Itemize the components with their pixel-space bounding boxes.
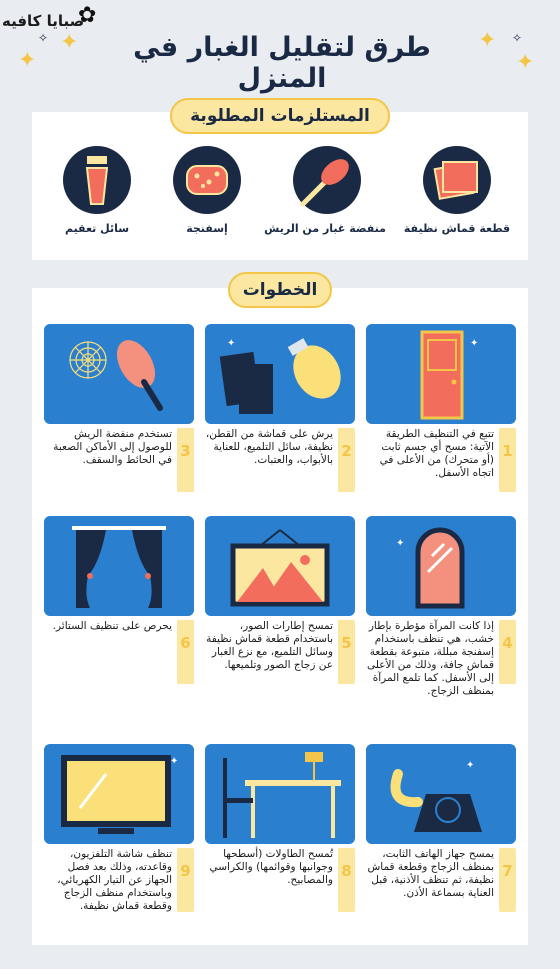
step-number-bar [499,620,516,684]
step-number-bar [499,848,516,912]
feather-duster-icon [293,146,361,214]
material-item [398,144,516,244]
mirror-icon [366,516,516,616]
table-chair-icon [205,744,355,844]
telephone-icon [366,744,516,844]
picture-frame-icon [205,516,355,616]
page-title: طرق لتقليل الغبار في المنزل [133,32,431,94]
step-number-bar [499,428,516,492]
svg-text:✦: ✦ [227,338,236,349]
svg-text:✦: ✦ [396,538,405,549]
materials-heading: المستلزمات المطلوبة [170,98,390,134]
step-card [366,324,516,496]
brand-logo [2,4,106,30]
sparkle-icon: ✦ [516,50,535,75]
material-item [38,144,156,244]
steps-heading: الخطوات [228,272,332,308]
spray-cloth-icon [205,324,355,424]
step-number: 4 [502,634,513,652]
step-number: 9 [180,862,191,880]
step-card [205,324,355,496]
material-label: منفضة غبار من الريش [264,222,386,235]
step-card [366,744,516,916]
step-text: إذا كانت المرآة مؤطرة بإطار خشب، هي تنظف باستخدام إسفنجة مبللة، متبوعة بقطعة قماش جافة، وذلك من الأعلى إلى الأسفل. كما تلمع المرآة بمنظف الزجاج. [367,620,494,697]
sparkle-icon: ✧ [512,31,523,45]
material-label: إسفنجة [186,222,228,235]
step-number: 3 [180,442,191,460]
step-card [205,516,355,688]
television-icon [44,744,194,844]
step-text: تمسح إطارات الصور، باستخدام قطعة قماش نظيفة وسائل التلميع، مع نزع الغبار عن زجاج الصور وتلميعها. [206,620,333,671]
step-number: 5 [341,634,352,652]
step-card [205,744,355,916]
step-number: 8 [341,862,352,880]
material-label: سائل تعقيم [64,222,130,235]
step-number: 1 [502,442,513,460]
step-card [44,744,194,916]
step-text: تستخدم منفضة الريش للوصول إلى الأماكن الصعبة في الحائط والسقف. [53,428,172,466]
material-label: قطعة قماش نظيفة [403,222,511,235]
step-text: تُمسح الطاولات (أسطحها وجوانبها وقوائمها) والكراسي والمصابيح. [209,848,333,886]
step-number: 6 [180,634,191,652]
material-item [264,144,386,244]
step-number-bar [177,848,194,912]
spray-bottle-icon [63,146,131,214]
sparkle-icon: ✦ [18,48,37,73]
step-number-bar [177,428,194,492]
svg-text:✦: ✦ [170,756,179,767]
svg-text:✦: ✦ [466,760,475,771]
step-text: يرش على قماشة من القطن، نظيفة، سائل التلميع، للعناية بالأبواب، والعتبات. [205,428,333,466]
step-number-bar [338,428,355,492]
step-number: 2 [341,442,352,460]
step-card [44,324,194,496]
step-number: 7 [502,862,513,880]
step-text: تتبع في التنظيف الطريقة الآتية: مسح أي جسم ثابت (أو متحرك) من الأعلى في اتجاه الأسفل. [379,428,494,479]
sponge-icon [173,146,241,214]
clover-icon: ✿ [78,3,97,28]
step-text: يمسح جهاز الهاتف الثابت، بمنظف الزجاج وقطعة قماش نظيفة، ثم تنظف الأذنية، قبل العناية بسماعة الأذن. [367,848,494,899]
step-card [44,516,194,688]
brand-name: صبايا كافيه [2,12,85,30]
step-card [366,516,516,697]
step-text: يحرص على تنظيف الستائر. [52,620,172,632]
sparkle-icon: ✧ [38,31,49,45]
sparkle-icon: ✦ [60,30,79,55]
svg-text:✦: ✦ [470,338,479,349]
curtains-icon [44,516,194,616]
duster-cobweb-icon [44,324,194,424]
step-text: تنظف شاشة التلفزيون، وقاعدته، وذلك بعد فصل الجهاز عن التيار الكهربائي، وباستخدام منظف الزجاج وقطعة قماش نظيفة. [57,848,172,912]
door-icon [366,324,516,424]
cloth-icon [423,146,491,214]
sparkle-icon: ✦ [478,28,497,53]
step-number-bar [177,620,194,684]
material-item [148,144,266,244]
step-number-bar [338,848,355,912]
step-number-bar [338,620,355,684]
